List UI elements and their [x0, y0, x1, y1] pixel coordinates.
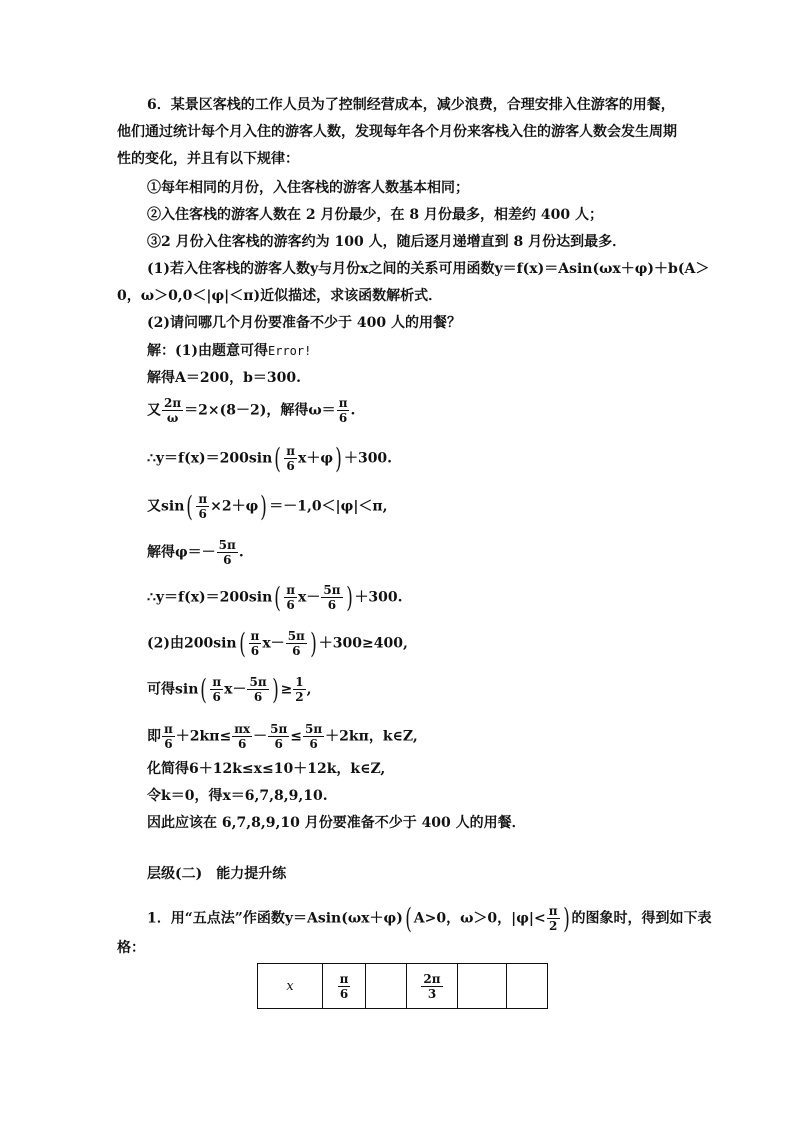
text: 可得sin	[147, 681, 199, 698]
rule-3: ③2 月份入住客栈的游客约为 100 人，随后逐月递增直到 8 月份达到最多．	[147, 234, 627, 250]
problem-6-intro: 6．某景区客栈的工作人员为了控制经营成本，减少浪费，合理安排入住游客的用餐，他们通过统计每个月入住的游客人数，发现每年各个月份来客栈入住的游客人数会发生周期性的变化，并且有以下规律：	[117, 97, 677, 167]
right-paren: )	[310, 626, 317, 660]
solution-step-4	[147, 441, 393, 475]
solution-step-3	[147, 396, 355, 425]
solution-step-13: 因此应该在 6,7,8,9,10 月份要准备不少于 400 人的用餐．	[147, 815, 526, 831]
right-paren: )	[345, 580, 353, 614]
denominator: 6	[198, 507, 207, 521]
numerator: π	[338, 396, 348, 410]
fraction	[247, 675, 268, 704]
table-cell	[507, 964, 548, 1009]
numerator: π	[250, 629, 260, 643]
text: －	[253, 728, 268, 745]
text: ≤	[290, 728, 303, 745]
denominator: 6	[238, 737, 247, 751]
text: ＋300≥400,	[318, 635, 408, 652]
denominator: 3	[427, 986, 437, 1001]
numerator: 5π	[323, 583, 341, 597]
text: ＋300.	[354, 589, 403, 606]
text: A>0，ω＞0，|φ|<	[413, 910, 546, 927]
fraction	[321, 583, 342, 612]
text: 解得φ＝－	[147, 544, 216, 561]
fraction	[303, 722, 324, 751]
question-1-line-a: (1)若入住客栈的游客人数y与月份x之间的关系可用函数y＝f(x)＝Asin(ωx＋φ)＋b(A＞	[147, 261, 710, 277]
numerator: 5π	[305, 722, 323, 736]
fraction	[162, 396, 183, 425]
text: x＋φ	[298, 450, 334, 467]
solution-step-2: 解得A＝200，b＝300.	[147, 370, 301, 386]
table-cell	[366, 964, 407, 1009]
denominator: ω	[166, 411, 179, 425]
right-paren: )	[271, 672, 279, 706]
fraction	[421, 972, 442, 1001]
solution-step-5	[147, 489, 388, 523]
text: x－	[262, 635, 285, 652]
denominator: 6	[327, 598, 337, 612]
denominator: 2	[548, 919, 558, 933]
rule-2: ②入住客栈的游客人数在 2 月份最少，在 8 月份最多，相差约 400 人；	[147, 207, 603, 223]
problem-1-line-b: 格：	[117, 940, 145, 956]
text: ＝－1,0＜|φ|＜π,	[269, 498, 388, 515]
solution-step-1-text: 解：(1)由题意可得	[147, 343, 268, 359]
table-cell	[323, 964, 366, 1009]
left-paren: (	[274, 580, 282, 614]
denominator: 6	[292, 644, 301, 658]
fraction	[286, 629, 307, 658]
text: ∴y＝f(x)＝200sin	[147, 589, 273, 606]
denominator: 6	[250, 644, 260, 658]
denominator: 6	[286, 598, 295, 612]
fraction	[547, 904, 560, 933]
left-paren: (	[200, 672, 208, 706]
fraction	[232, 722, 252, 751]
fraction	[293, 675, 305, 704]
text: ＋2kπ，k∈Z,	[325, 728, 418, 745]
text: .	[350, 402, 356, 419]
denominator: 6	[223, 553, 232, 567]
table-cell	[407, 964, 458, 1009]
question-1-line-b: 0，ω＞0,0＜|φ|＜π)近似描述，求该函数解析式．	[117, 288, 443, 304]
text: 又sin	[147, 498, 185, 515]
fraction	[284, 583, 297, 612]
left-paren: (	[274, 441, 282, 475]
solution-step-7	[147, 580, 403, 614]
text: ＋2kπ≤	[175, 728, 232, 745]
table-cell-x: x	[258, 964, 323, 1009]
right-paren: )	[260, 489, 268, 523]
fraction	[217, 538, 238, 567]
denominator: 6	[339, 986, 349, 1001]
numerator: 2π	[164, 396, 182, 410]
denominator: 6	[338, 411, 348, 425]
numerator: π	[198, 492, 208, 506]
numerator: π	[164, 722, 173, 736]
numerator: 5π	[270, 722, 288, 736]
text: 的图象时，得到如下表	[571, 910, 712, 927]
text: x－	[224, 681, 247, 698]
text: ,	[306, 681, 312, 698]
denominator: 6	[309, 737, 318, 751]
denominator: 6	[286, 459, 295, 473]
solution-step-9	[147, 672, 312, 706]
text: 即	[147, 728, 161, 745]
left-paren: (	[238, 626, 246, 660]
table-cell	[458, 964, 507, 1009]
text: ∴y＝f(x)＝200sin	[147, 450, 273, 467]
denominator: 2	[295, 690, 304, 704]
text: ×2＋φ	[210, 498, 259, 515]
table-row	[258, 964, 548, 1009]
solution-step-6	[147, 538, 244, 567]
rule-1: ①每年相同的月份，入住客栈的游客人数基本相同；	[147, 180, 469, 196]
fraction	[210, 675, 223, 704]
fraction	[249, 629, 262, 658]
denominator: 6	[164, 737, 173, 751]
numerator: π	[339, 971, 349, 986]
numerator: 1	[295, 675, 304, 689]
problem-1-line-a	[147, 901, 712, 935]
solution-step-12: 令k＝0，得x＝6,7,8,9,10.	[147, 788, 328, 804]
numerator: 2π	[423, 971, 441, 986]
fraction	[284, 444, 297, 473]
text: x－	[298, 589, 321, 606]
numerator: 5π	[249, 675, 267, 689]
fraction	[337, 396, 350, 425]
denominator: 6	[253, 690, 263, 704]
text: 1．用“五点法”作函数y＝Asin(ωx＋φ)	[147, 910, 403, 927]
fraction	[196, 492, 209, 521]
solution-step-11: 化简得6＋12k≤x≤10＋12k，k∈Z,	[147, 761, 386, 777]
values-table	[257, 963, 548, 1009]
text: ＝2×(8－2)，解得ω＝	[184, 402, 336, 419]
text: (2)由200sin	[147, 635, 237, 652]
numerator: πx	[234, 722, 251, 736]
numerator: π	[286, 444, 295, 458]
solution-step-1	[147, 341, 311, 361]
denominator: 6	[212, 690, 221, 704]
left-paren: (	[405, 901, 412, 935]
right-paren: )	[562, 901, 570, 935]
text: .	[238, 544, 244, 561]
right-paren: )	[335, 441, 342, 475]
text: 又	[147, 402, 161, 419]
fraction	[162, 722, 175, 751]
fraction	[338, 972, 351, 1001]
text: ＋300.	[343, 450, 393, 467]
question-2: (2)请问哪几个月份要准备不少于 400 人的用餐？	[147, 315, 461, 331]
solution-step-10	[147, 722, 418, 751]
numerator: π	[286, 583, 295, 597]
error-placeholder: Error!	[268, 344, 312, 358]
text: ≥	[280, 681, 293, 698]
numerator: π	[548, 904, 558, 918]
left-paren: (	[186, 489, 194, 523]
section-heading: 层级(二) 能力提升练	[147, 866, 287, 882]
solution-step-8	[147, 626, 408, 660]
numerator: π	[212, 675, 222, 689]
fraction	[268, 722, 289, 751]
denominator: 6	[274, 737, 283, 751]
numerator: 5π	[287, 629, 305, 643]
numerator: 5π	[218, 538, 236, 552]
